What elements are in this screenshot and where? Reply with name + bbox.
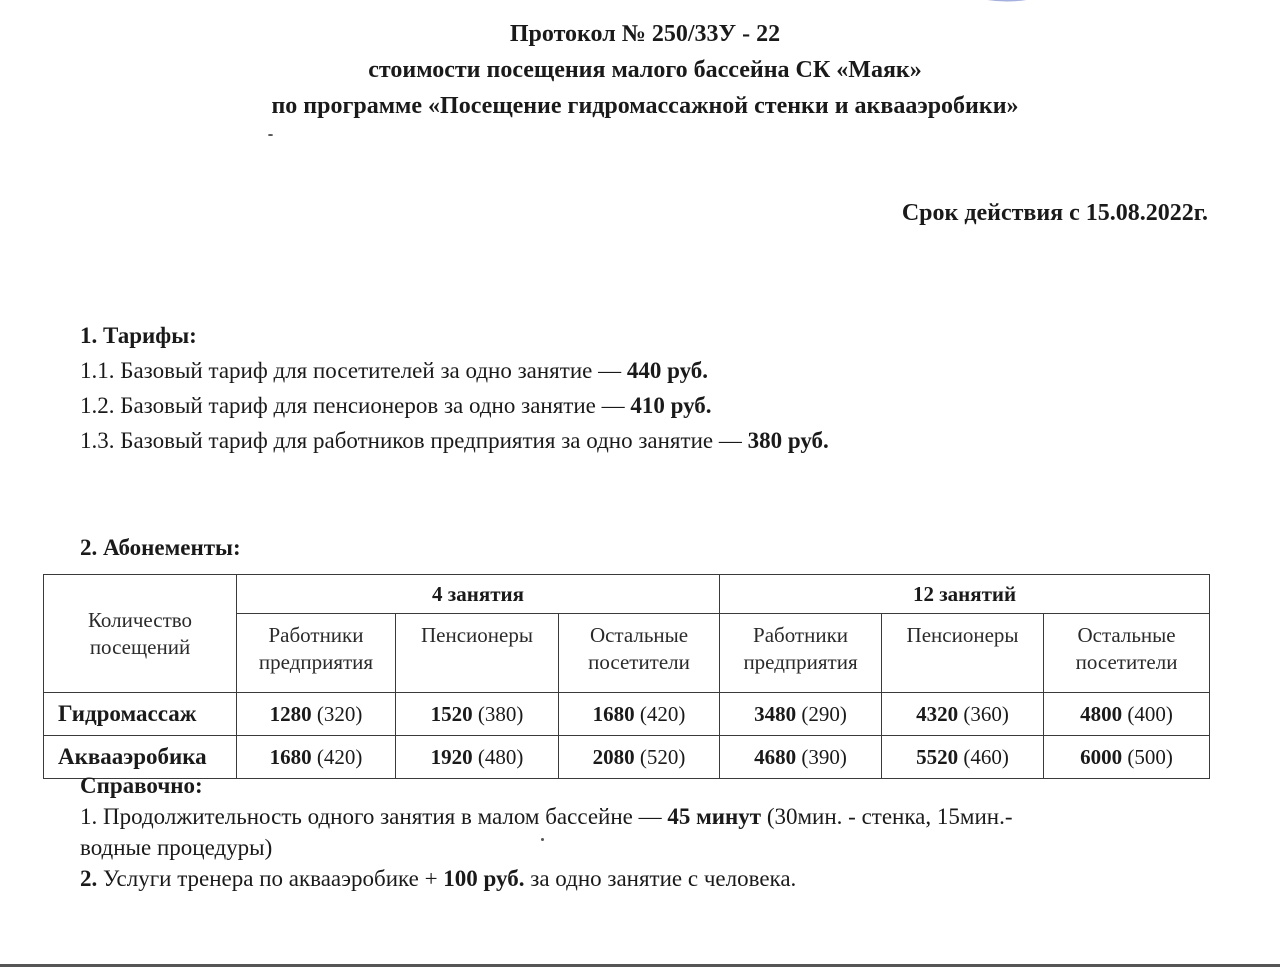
table-cell: 1920 (480) [396,736,559,779]
table-row [44,693,1210,736]
tariff-line [80,353,829,388]
column-header: Работники предприятия [720,614,882,693]
group-header-12: 12 занятий [720,575,1210,614]
note-1-continuation: водные процедуры) [80,835,273,860]
subscriptions-heading: 2. Абонементы: [80,535,241,560]
subscriptions-table [43,574,1210,779]
row-label: Аквааэробика [44,736,237,779]
tariff-line [80,388,829,423]
table-cell: 4680 (390) [720,736,882,779]
column-header: Остальные посетители [559,614,720,693]
reference-notes [80,770,1200,894]
table-corner-header: Количество посещений [44,575,237,693]
tariff-price: 440 руб. [626,358,709,383]
table-cell: 1680 (420) [237,736,396,779]
scan-speck [268,134,273,136]
document-title [0,16,1280,124]
stamp-edge [930,0,1080,10]
tariff-text: 1.1. Базовый тариф для посетителей за одно занятие — [80,358,622,383]
scan-speck [541,838,544,841]
column-header: Пенсионеры [396,614,559,693]
table-cell: 1280 (320) [237,693,396,736]
tariffs-section [80,318,829,458]
title-line-2: стоимости посещения малого бассейна СК «Маяк» [368,57,922,83]
row-label: Гидромассаж [44,693,237,736]
group-header-4: 4 занятия [237,575,720,614]
column-header: Пенсионеры [882,614,1044,693]
table-cell: 3480 (290) [720,693,882,736]
table-cell: 4320 (360) [882,693,1044,736]
column-header: Работники предприятия [237,614,396,693]
table-cell: 4800 (400) [1044,693,1210,736]
table-cell: 1520 (380) [396,693,559,736]
table-cell: 1680 (420) [559,693,720,736]
tariff-text: 1.2. Базовый тариф для пенсионеров за одно занятие — [80,393,625,418]
notes-heading: Справочно: [80,773,203,798]
tariff-line [80,423,829,458]
title-line-3: по программе «Посещение гидромассажной стенки и аквааэробики» [271,93,1019,119]
column-header: Остальные посетители [1044,614,1210,693]
table-cell: 2080 (520) [559,736,720,779]
validity-date: Срок действия с 15.08.2022г. [901,200,1208,226]
tariff-price: 380 руб. [747,428,829,453]
table-cell: 5520 (460) [882,736,1044,779]
note-1: 1. Продолжительность одного занятия в малом бассейне — 45 минут (30мин. - стенка, 15мин.- [80,804,1013,829]
tariff-text: 1.3. Базовый тариф для работников предприятия за одно занятие — [80,428,742,453]
title-line-1: Протокол № 250/33У - 22 [509,21,781,47]
table-cell: 6000 (500) [1044,736,1210,779]
tariff-price: 410 руб. [630,393,712,418]
tariffs-heading: 1. Тарифы: [80,323,197,348]
note-2: 2. Услуги тренера по аквааэробике + 100 руб. за одно занятие с человека. [80,866,797,891]
